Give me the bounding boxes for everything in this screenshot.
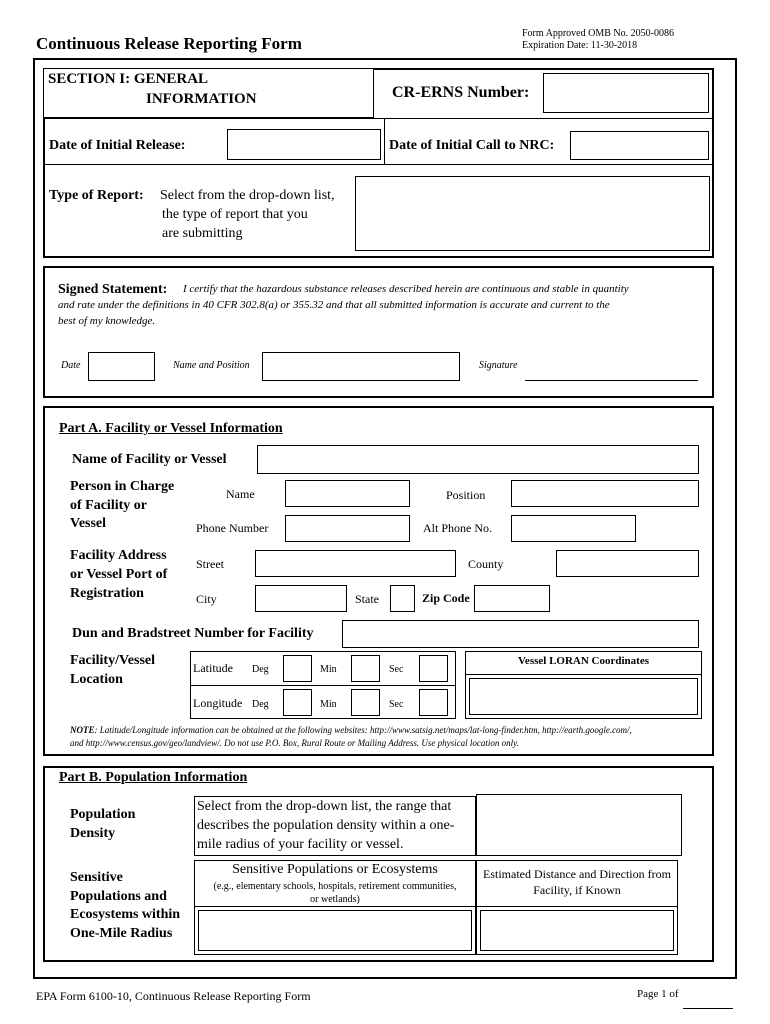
alt-phone-input[interactable]	[511, 515, 636, 542]
part-b-title: Part B. Population Information	[59, 770, 248, 785]
signed-statement-label: Signed Statement:	[58, 282, 168, 297]
latitude-min-label: Min	[320, 664, 337, 675]
crerns-label: CR-ERNS Number:	[392, 84, 530, 101]
facility-address-label: Facility Address	[70, 548, 167, 563]
street-label: Street	[196, 557, 224, 571]
facility-address-label: Registration	[70, 586, 144, 601]
population-density-label: Population	[70, 807, 136, 822]
type-of-report-label: Type of Report:	[49, 188, 144, 203]
crerns-number-input[interactable]	[543, 73, 709, 113]
population-density-dropdown[interactable]	[476, 794, 682, 856]
signature-line[interactable]	[525, 380, 698, 381]
facility-address-label: or Vessel Port of	[70, 567, 168, 582]
type-of-report-help: the type of report that you	[162, 207, 308, 222]
divider	[476, 906, 678, 907]
latitude-min-input[interactable]	[351, 655, 380, 682]
date-initial-release-input[interactable]	[227, 129, 381, 160]
sensitive-populations-subheader: (e.g., elementary schools, hospitals, retirement communities,	[213, 881, 457, 892]
person-in-charge-label: Vessel	[70, 516, 107, 531]
name-label: Name	[226, 487, 255, 501]
longitude-deg-input[interactable]	[283, 689, 312, 716]
type-of-report-dropdown[interactable]	[355, 176, 710, 251]
location-label: Facility/Vessel	[70, 653, 156, 668]
total-pages-line	[683, 1008, 733, 1009]
divider	[190, 685, 456, 686]
latitude-label: Latitude	[193, 661, 233, 675]
section-1-title-line2: INFORMATION	[146, 91, 257, 107]
sensitive-populations-label: Sensitive	[70, 870, 123, 885]
zip-code-label: Zip Code	[422, 591, 470, 605]
longitude-deg-label: Deg	[252, 699, 269, 710]
street-input[interactable]	[255, 550, 456, 577]
distance-header: Estimated Distance and Direction from	[483, 867, 671, 881]
state-label: State	[355, 592, 379, 606]
divider	[43, 164, 714, 165]
certification-text: I certify that the hazardous substance releases described herein are continuous and stable in quantity	[183, 283, 629, 295]
date-label: Date	[61, 360, 81, 371]
longitude-sec-input[interactable]	[419, 689, 448, 716]
facility-name-input[interactable]	[257, 445, 699, 474]
density-help: Select from the drop-down list, the range that	[197, 799, 452, 814]
city-label: City	[196, 592, 217, 606]
date-initial-call-label: Date of Initial Call to NRC:	[389, 138, 555, 153]
county-input[interactable]	[556, 550, 699, 577]
density-help: mile radius of your facility or vessel.	[197, 837, 404, 852]
city-input[interactable]	[255, 585, 347, 612]
signature-label: Signature	[479, 360, 518, 371]
facility-name-label: Name of Facility or Vessel	[72, 452, 227, 467]
sensitive-populations-label: Populations and	[70, 889, 167, 904]
longitude-label: Longitude	[193, 696, 243, 710]
location-note: and http://www.census.gov/geo/landview/. Do not use P.O. Box, Rural Route or Mailing Address. Use physical location only.	[70, 738, 519, 748]
latitude-sec-label: Sec	[389, 664, 404, 675]
person-name-input[interactable]	[285, 480, 410, 507]
form-title: Continuous Release Reporting Form	[36, 34, 302, 53]
name-position-label: Name and Position	[173, 360, 250, 371]
zip-code-input[interactable]	[474, 585, 550, 612]
date-initial-release-label: Date of Initial Release:	[49, 138, 186, 153]
name-position-input[interactable]	[262, 352, 460, 381]
divider	[384, 118, 385, 164]
type-of-report-help: are submitting	[162, 226, 243, 241]
certification-text: and rate under the definitions in 40 CFR 302.8(a) or 355.32 and that all submitted information is accurate and current to the	[58, 299, 610, 311]
longitude-min-input[interactable]	[351, 689, 380, 716]
part-a-title: Part A. Facility or Vessel Information	[59, 421, 283, 436]
divider	[43, 118, 714, 119]
footer-form-name: EPA Form 6100-10, Continuous Release Reporting Form	[36, 989, 311, 1003]
distance-direction-input[interactable]	[480, 910, 674, 951]
sensitive-populations-header: Sensitive Populations or Ecosystems	[232, 862, 438, 877]
loran-coordinates-input[interactable]	[469, 678, 698, 715]
population-density-label: Density	[70, 826, 116, 841]
section-1-title: SECTION I: GENERAL	[48, 71, 209, 87]
note-text: : Latitude/Longitude information can be obtained at the following websites: http://www.satsig.net/maps/lat-long-finder.htm, http://earth.google.com/,	[94, 725, 632, 735]
position-label: Position	[446, 488, 486, 502]
dun-bradstreet-label: Dun and Bradstreet Number for Facility	[72, 626, 314, 641]
alt-phone-label: Alt Phone No.	[423, 521, 492, 535]
location-label: Location	[70, 672, 123, 687]
distance-header: Facility, if Known	[533, 883, 621, 897]
county-label: County	[468, 557, 504, 571]
divider	[194, 906, 476, 907]
omb-number: Form Approved OMB No. 2050-0086	[522, 28, 674, 39]
note-prefix: NOTE	[70, 725, 95, 735]
longitude-min-label: Min	[320, 699, 337, 710]
latitude-sec-input[interactable]	[419, 655, 448, 682]
position-input[interactable]	[511, 480, 699, 507]
sensitive-populations-subheader: or wetlands)	[310, 894, 360, 905]
certification-text: best of my knowledge.	[58, 315, 156, 327]
latitude-deg-input[interactable]	[283, 655, 312, 682]
longitude-sec-label: Sec	[389, 699, 404, 710]
sensitive-populations-label: One-Mile Radius	[70, 926, 173, 941]
latitude-deg-label: Deg	[252, 664, 269, 675]
date-initial-call-input[interactable]	[570, 131, 709, 160]
density-help: describes the population density within a one-	[197, 818, 455, 833]
page-number: Page 1 of	[637, 988, 679, 1000]
divider	[465, 674, 702, 675]
state-input[interactable]	[390, 585, 415, 612]
phone-label: Phone Number	[196, 521, 269, 535]
location-note	[70, 725, 632, 735]
phone-input[interactable]	[285, 515, 410, 542]
signature-date-input[interactable]	[88, 352, 155, 381]
person-in-charge-label: of Facility or	[70, 498, 147, 513]
sensitive-populations-label: Ecosystems within	[70, 907, 181, 922]
dun-bradstreet-input[interactable]	[342, 620, 699, 648]
type-of-report-help: Select from the drop-down list,	[160, 188, 335, 203]
expiration-date: Expiration Date: 11-30-2018	[522, 40, 638, 51]
sensitive-populations-input[interactable]	[198, 910, 472, 951]
loran-label: Vessel LORAN Coordinates	[518, 655, 649, 667]
person-in-charge-label: Person in Charge	[70, 479, 175, 494]
